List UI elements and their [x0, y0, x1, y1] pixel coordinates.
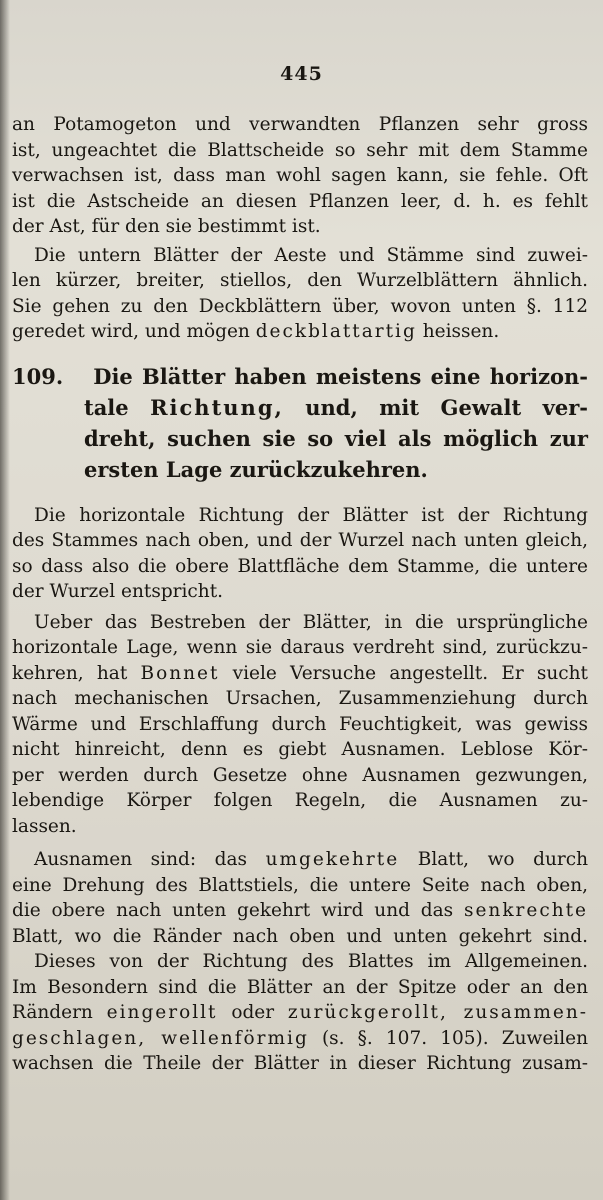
text-line	[12, 1000, 588, 1026]
heading-line	[12, 361, 588, 392]
page-gutter-shadow	[0, 0, 10, 1200]
text-line: der Ast, für den sie bestimmt ist.	[12, 216, 321, 237]
spaced-term: Richtung,	[150, 394, 284, 420]
text-line	[12, 1026, 588, 1052]
text-line: Im Besondern sind die Blätter an der Spitze oder an den	[12, 976, 588, 998]
text-line: nicht hinreicht, denn es giebt Ausnamen. Leblose Kör-	[12, 739, 588, 760]
spaced-term: geschlagen, wellenförmig	[12, 1027, 309, 1049]
text-line: ist die Astscheide an diesen Pflanzen leer, d. h. es fehlt	[12, 190, 588, 212]
text-line	[12, 847, 588, 873]
text-run: heissen.	[422, 321, 500, 342]
spaced-term: zurückgerollt, zusammen-	[287, 1002, 589, 1023]
text-line: so dass also die obere Blattfläche dem Stamme, die untere	[12, 555, 588, 577]
spaced-term: eingerollt	[106, 1002, 218, 1023]
text-line: eine Drehung des Blattstiels, die untere Seite nach oben,	[12, 874, 588, 896]
text-line	[12, 319, 588, 345]
text-run: die obere nach unten gekehrt wird und das	[12, 900, 454, 921]
spacer	[12, 839, 588, 847]
paragraph-bonnet	[12, 610, 588, 840]
paragraph-special	[12, 949, 588, 1077]
text-run: viele Versuche angestellt. Er sucht	[232, 662, 588, 684]
paragraph-horizontal	[12, 503, 588, 605]
text-run: (s. §. 107. 105). Zuweilen	[321, 1027, 588, 1049]
text-run: Rändern	[12, 1002, 93, 1023]
text-line: lassen.	[12, 815, 77, 837]
paragraph-exceptions	[12, 847, 588, 949]
spacer	[12, 345, 588, 361]
text-line: verwachsen ist, dass man wohl sagen kann, sie fehle. Oft	[12, 165, 588, 186]
heading-line: ersten Lage zurückzukehren.	[84, 456, 428, 482]
text-run: kehren, hat	[12, 662, 128, 684]
text-run: Ausnamen sind: das	[34, 849, 248, 870]
text-run: Blatt, wo durch	[417, 849, 589, 870]
text-line: len kürzer, breiter, stiellos, den Wurzelblättern ähnlich.	[12, 270, 588, 291]
heading-line	[12, 392, 588, 423]
text-line: horizontale Lage, wenn sie daraus verdreht sind, zurückzu-	[12, 637, 588, 658]
section-number: 109.	[12, 363, 64, 389]
text-line: der Wurzel entspricht.	[12, 581, 224, 602]
text-line: Dieses von der Richtung des Blattes im Allgemeinen.	[34, 951, 588, 972]
text-line: Sie gehen zu den Deckblättern über, wovon unten §. 112	[12, 295, 588, 317]
text-line: wachsen die Theile der Blätter in dieser Richtung zusam-	[12, 1053, 588, 1074]
spacer	[12, 485, 588, 503]
heading-line: dreht, suchen sie so viel als möglich zur	[84, 425, 588, 451]
text-line: per werden durch Gesetze ohne Ausnamen gezwungen,	[12, 764, 588, 786]
text-line: an Potamogeton und verwandten Pflanzen sehr gross	[12, 114, 588, 135]
text-line: nach mechanischen Ursachen, Zusammenziehung durch	[12, 688, 588, 709]
page-number: 445	[280, 63, 323, 85]
page-body	[12, 112, 588, 1077]
heading-text: tale	[84, 394, 129, 420]
text-line	[12, 898, 588, 924]
text-line: des Stammes nach oben, und der Wurzel nach unten gleich,	[12, 530, 588, 551]
spaced-term: Bonnet	[140, 662, 220, 684]
text-line: lebendige Körper folgen Regeln, die Ausnamen zu-	[12, 790, 588, 811]
heading-text: und, mit Gewalt ver-	[305, 394, 588, 420]
spaced-term: senkrechte	[463, 900, 588, 921]
text-line	[12, 661, 588, 687]
text-line: Die horizontale Richtung der Blätter ist der Richtung	[34, 504, 588, 526]
spaced-term: deckblattartig	[255, 321, 417, 342]
paragraph-lower-leaves	[12, 243, 588, 345]
section-heading	[12, 361, 588, 485]
text-run: oder	[231, 1002, 275, 1023]
text-line: Ueber das Bestreben der Blätter, in die ursprüngliche	[34, 611, 588, 633]
text-line: ist, ungeachtet die Blattscheide so sehr mit dem Stamme	[12, 139, 588, 161]
text-line: Wärme und Erschlaffung durch Feuchtigkeit, was gewiss	[12, 713, 588, 735]
text-run: geredet wird, und mögen	[12, 321, 250, 342]
heading-text: Die Blätter haben meistens eine horizon-	[93, 363, 589, 389]
text-line: Blatt, wo die Ränder nach oben und unten gekehrt sind.	[12, 925, 588, 947]
spaced-term: umgekehrte	[265, 849, 400, 870]
paragraph-intro	[12, 112, 588, 240]
text-line: Die untern Blätter der Aeste und Stämme sind zuwei-	[34, 244, 588, 266]
